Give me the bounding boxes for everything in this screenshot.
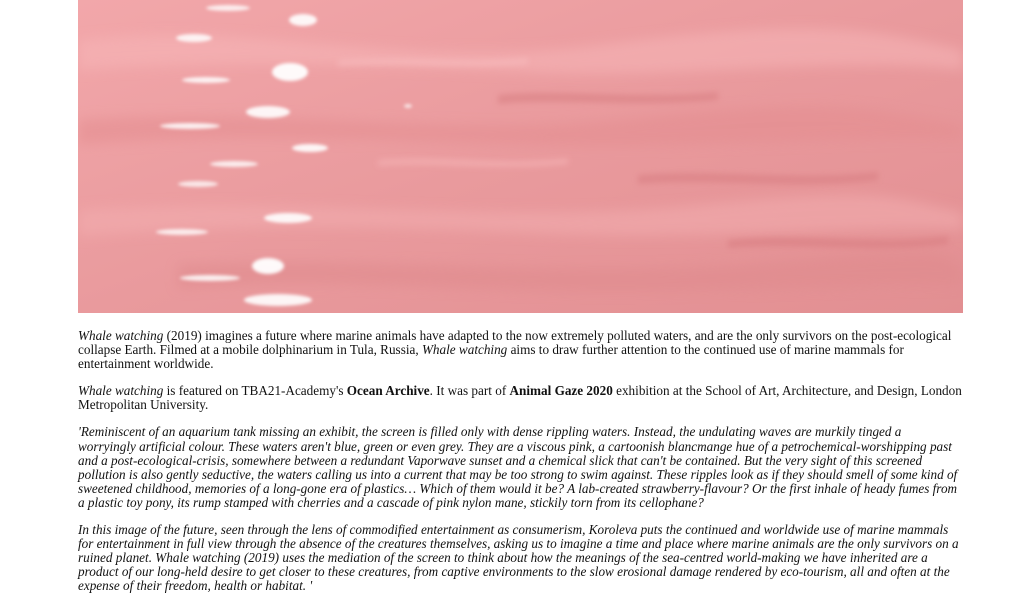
ocean-archive-link[interactable]: Ocean Archive — [346, 383, 430, 399]
featured-paragraph: Whale watching is featured on TBA21-Academy's Ocean Archive. It was part of Animal Gaze 2020 exhibition at the School of Art, Architecture, and Design, London Metropolitan University. — [78, 383, 962, 413]
quote-paragraph: In this image of the future, seen through the lens of commodified entertainment as consumerism, Koroleva puts the continued and worldwide use of marine mammals for entertainment in full view through the absence of the creatures themselves, asking us to imagine a time and place where marine animals are the only survivors on a ruined planet. Whale watching (2019) uses the mediation of the screen to think about how the meanings of the sea-centred world-making we have inherited are a product of our long-held desire to get closer to these creatures, from captive environments to the slow erosional damage rendered by eco-tourism, all and often at the expense of their freedom, health or habitat. ' — [78, 522, 959, 594]
hero-image — [78, 0, 963, 313]
intro-paragraph: Whale watching (2019) imagines a future where marine animals have adapted to the now extremely polluted waters, and are the only survivors on the post-ecological collapse Earth. Filmed at a mobile dolphinarium in Tula, Russia, Whale watching aims to draw further attention to the continued use of marine mammals for entertainment worldwide. — [78, 328, 952, 372]
quote-paragraph: 'Reminiscent of an aquarium tank missing an exhibit, the screen is filled only with dense rippling waters. Instead, the undulating waves are murkily tinged a worryingly artificial colour. These waters aren't blue, green or even grey. They are a viscous pink, a cartoonish blancmange hue of a petrochemical-worshipping past and a post-ecological-crisis, somewhere between a redundant Vaporwave sunset and a chemical slick that can't be contained. But the very sight of this screened pollution is also gently seductive, the waters calling us into a current that may be too strong to swim against. These ripples look as if they should smell of some kind of sweetened childhood, memories of a long-gone era of plastics… Which of them would it be? A lab-created strawberry-flavour? Or the first inhale of heady fumes from a plastic toy pony, its rump stamped with cherries and a cascade of pink nylon mane, stickily torn from its cellophane? — [78, 424, 958, 510]
work-title: Whale watching — [78, 383, 164, 399]
animal-gaze-link[interactable]: Animal Gaze 2020 — [509, 383, 613, 399]
description-content — [78, 329, 962, 607]
work-title: Whale watching — [421, 342, 508, 358]
pink-water-image — [78, 0, 963, 313]
work-title: Whale watching — [78, 328, 164, 343]
